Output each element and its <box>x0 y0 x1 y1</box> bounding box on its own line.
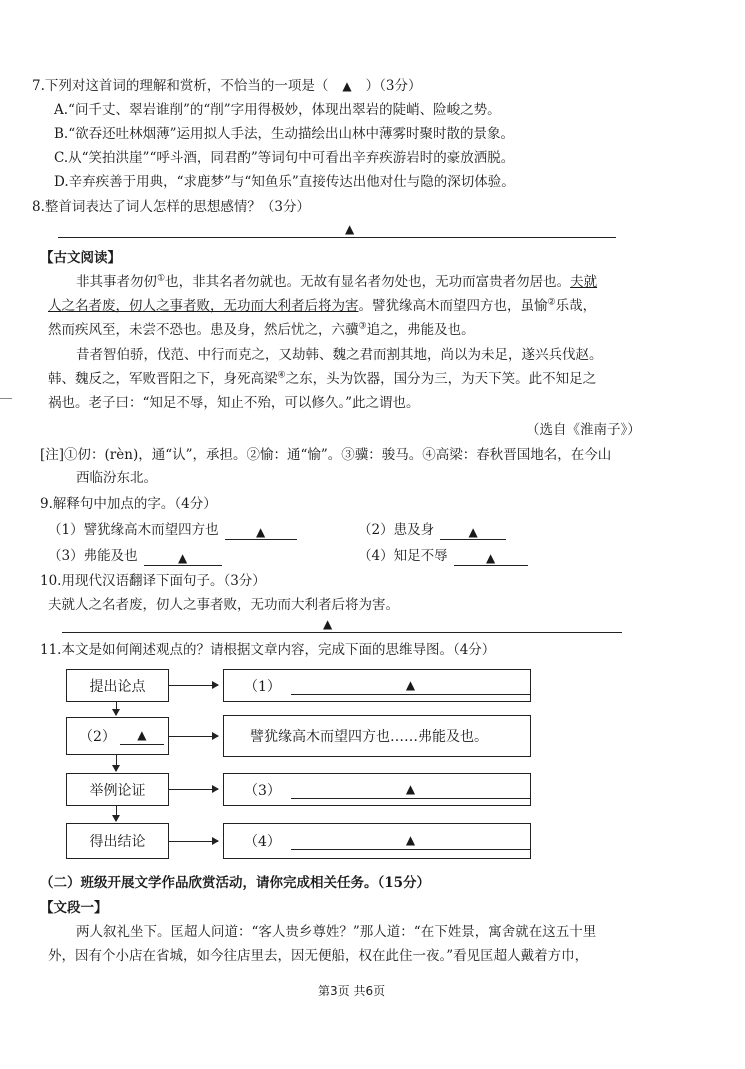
mindmap-box-example: 举例论证 <box>66 773 169 806</box>
passage-line: 两人叙礼坐下。匡超人问道：“客人贵乡尊姓？”那人道：“在下姓景，寓舍就在这五十里 <box>76 924 597 940</box>
passage-line: 非其事者勿仞①也，非其名者勿就也。无故有显名者勿处也，无功而富贵者勿居也。夫就 <box>76 273 598 290</box>
passage-line: 祸也。老子曰：“知足不辱，知止不殆，可以修久。”此之谓也。 <box>48 395 420 411</box>
mindmap-box-method[interactable]: （2） ▲ <box>66 717 169 755</box>
answer-mark-icon: ▲ <box>345 222 355 236</box>
mindmap-answer-4[interactable]: （4） ▲ <box>223 823 531 859</box>
q10-sentence: 夫就人之名者废，仞人之事者败，无功而大利者后将为害。 <box>48 597 399 613</box>
scan-artifact <box>0 398 12 399</box>
arrow-right <box>169 685 218 686</box>
q7-stem: 7.下列对这首词的理解和赏析，不恰当的一项是（ ▲ ）（3分） <box>32 78 422 94</box>
q7-option-b: B.“欲吞还吐林烟薄”运用拟人手法，生动描绘出山林中薄雾时聚时散的景象。 <box>54 126 515 142</box>
answer-mark-icon: ▲ <box>342 79 352 93</box>
arrow-right <box>169 736 218 737</box>
annotation-notes: [注]①仞：(rèn)，通“认”，承担。②愉：通“愉”。③骥：骏马。④高梁：春秋晋国地名，在今山 <box>40 447 612 463</box>
arrow-down <box>116 755 117 771</box>
answer-blank[interactable]: ▲ <box>225 522 297 540</box>
passage-line: 昔者智伯骄，伐范、中行而克之，又劫韩、魏之君而割其地，尚以为未足，遂兴兵伐赵。 <box>76 347 603 363</box>
source-citation: （选自《淮南子》） <box>526 422 641 438</box>
arrow-right <box>169 841 218 842</box>
q9-item-3: （3）弗能及也 ▲ <box>48 546 222 566</box>
answer-line <box>62 632 622 633</box>
answer-mark-icon: ▲ <box>323 617 333 631</box>
q10-stem: 10.用现代汉语翻译下面句子。（3分） <box>40 573 266 589</box>
q9-item-1: （1）譬犹缘高木而望四方也 ▲ <box>48 520 297 540</box>
q7-option-c: C.从“笑拍洪崖”“呼斗酒，同君酌”等词句中可看出辛弃疾游岩时的豪放洒脱。 <box>54 150 515 166</box>
q11-stem: 11.本文是如何阐述观点的？请根据文章内容，完成下面的思维导图。（4分） <box>40 642 496 658</box>
answer-blank[interactable]: ▲ <box>144 548 222 566</box>
arrow-down <box>116 702 117 715</box>
q7-option-a: A.“问千丈、翠岩谁削”的“削”字用得极妙，体现出翠岩的陡峭、险峻之势。 <box>54 102 501 118</box>
section-heading: （二）班级开展文学作品欣赏活动，请你完成相关任务。（15分） <box>40 875 431 891</box>
segment-heading: 【文段一】 <box>40 900 108 916</box>
q9-item-2: （2）患及身 ▲ <box>358 520 506 540</box>
mindmap-answer-1[interactable]: （1） ▲ <box>223 669 531 702</box>
q7-option-d: D.辛弃疾善于用典，“求鹿梦”与“知鱼乐”直接传达出他对仕与隐的深切体验。 <box>54 174 515 190</box>
mindmap-box-conclusion: 得出结论 <box>66 823 169 859</box>
mindmap-box-analogy: 譬犹缘高木而望四方也……弗能及也。 <box>223 715 531 757</box>
answer-line <box>58 237 616 238</box>
page-number: 第3页 共6页 <box>318 984 386 998</box>
q9-stem: 9.解释句中加点的字。（4分） <box>40 496 217 512</box>
passage-line: 然而疾风至，未尝不恐也。患及身，然后忧之，六骥③追之，弗能及也。 <box>48 321 475 338</box>
passage-line: 外，因有个小店在省城，如今往店里去，因无便船，权在此住一夜。”看见匡超人戴着方巾， <box>48 948 589 964</box>
answer-blank[interactable]: ▲ <box>454 548 528 566</box>
mindmap-answer-3[interactable]: （3） ▲ <box>223 773 531 806</box>
q9-item-4: （4）知足不辱 ▲ <box>358 546 528 566</box>
answer-blank[interactable]: ▲ <box>440 522 506 540</box>
mindmap-box-thesis: 提出论点 <box>66 669 169 702</box>
arrow-right <box>169 789 218 790</box>
arrow-down <box>116 806 117 821</box>
section-heading: 【古文阅读】 <box>40 250 121 266</box>
annotation-notes: 西临汾东北。 <box>76 470 157 486</box>
passage-line: 韩、魏反之，军败晋阳之下，身死高梁④之东，头为饮器，国分为三，为天下笑。此不知足之 <box>48 370 597 387</box>
q8-stem: 8.整首词表达了词人怎样的思想感情？（3分） <box>32 199 310 215</box>
passage-line: 人之名者废，仞人之事者败，无功而大利者后将为害。譬犹缘高木而望四方也，虽愉②乐哉， <box>48 297 597 314</box>
